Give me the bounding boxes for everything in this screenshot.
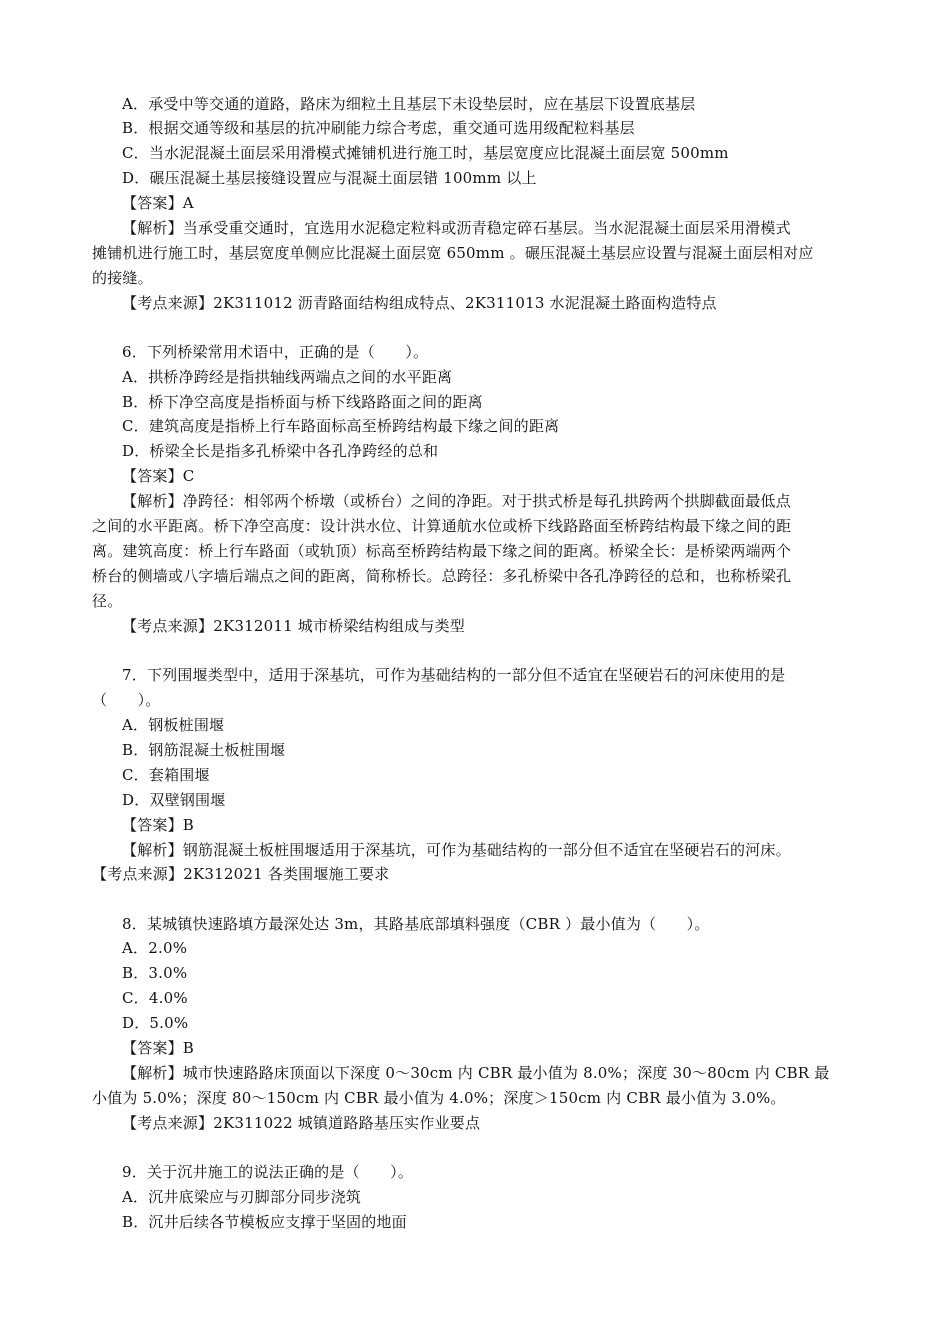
q7-title-line-1: 7．下列围堰类型中，适用于深基坑，可作为基础结构的一部分但不适宜在坚硬岩石的河床使用的是 — [122, 666, 786, 684]
q8-source: 【考点来源】2K311022 城镇道路路基压实作业要点 — [122, 1114, 481, 1132]
q7-answer: 【答案】B — [122, 816, 195, 834]
q6-title: 6．下列桥梁常用术语中，正确的是（ ）。 — [122, 343, 429, 361]
q6-option-c: C．建筑高度是指桥上行车路面标高至桥跨结构最下缘之间的距离 — [122, 417, 560, 435]
q7-analysis: 【解析】钢筋混凝土板桩围堰适用于深基坑，可作为基础结构的一部分但不适宜在坚硬岩石的河床。 — [122, 841, 791, 859]
q8-option-d: D．5.0% — [122, 1014, 189, 1032]
q8-analysis-line-1: 【解析】城市快速路路床顶面以下深度 0～30cm 内 CBR 最小值为 8.0%；深度 30～80cm 内 CBR 最 — [122, 1064, 830, 1082]
q8-option-c: C．4.0% — [122, 989, 188, 1007]
q8-analysis-line-2: 小值为 5.0%；深度 80～150cm 内 CBR 最小值为 4.0%；深度＞150cm 内 CBR 最小值为 3.0%。 — [92, 1089, 786, 1107]
q7-option-a: A．钢板桩围堰 — [122, 716, 225, 734]
q6-option-a: A．拱桥净跨经是指拱轴线两端点之间的水平距离 — [122, 368, 453, 386]
q9-option-b: B．沉井后续各节模板应支撑于坚固的地面 — [122, 1213, 407, 1231]
q9-option-a: A．沉井底梁应与刃脚部分同步浇筑 — [122, 1188, 362, 1206]
q5-option-c: C．当水泥混凝土面层采用滑模式摊铺机进行施工时，基层宽度应比混凝土面层宽 500mm — [122, 144, 729, 162]
q5-option-d: D．碾压混凝土基层接缝设置应与混凝土面层错 100mm 以上 — [122, 169, 537, 187]
q9-title: 9．关于沉井施工的说法正确的是（ ）。 — [122, 1163, 414, 1181]
q6-analysis-line-4: 桥台的侧墙或八字墙后端点之间的距离，简称桥长。总跨径：多孔桥梁中各孔净跨径的总和，也称桥梁孔 — [92, 567, 792, 585]
q5-analysis-line-3: 的接缝。 — [92, 269, 153, 287]
q6-analysis-line-3: 离。建筑高度：桥上行车路面（或轨顶）标高至桥跨结构最下缘之间的距离。桥梁全长：是桥梁两端两个 — [92, 542, 792, 560]
q7-option-d: D．双壁钢围堰 — [122, 791, 226, 809]
q5-analysis-line-1: 【解析】当承受重交通时，宜选用水泥稳定粒料或沥青稳定碎石基层。当水泥混凝土面层采用滑模式 — [122, 219, 791, 237]
q7-option-c: C．套箱围堰 — [122, 766, 210, 784]
q6-analysis-line-5: 径。 — [92, 592, 123, 610]
q7-option-b: B．钢筋混凝土板桩围堰 — [122, 741, 286, 759]
q5-source: 【考点来源】2K311012 沥青路面结构组成特点、2K311013 水泥混凝土路面构造特点 — [122, 294, 717, 312]
q8-option-a: A．2.0% — [122, 939, 188, 957]
q6-analysis-line-2: 之间的水平距离。桥下净空高度：设计洪水位、计算通航水位或桥下线路路面至桥跨结构最下缘之间的距 — [92, 517, 792, 535]
q8-answer: 【答案】B — [122, 1039, 195, 1057]
q8-option-b: B．3.0% — [122, 964, 188, 982]
q8-title: 8．某城镇快速路填方最深处达 3m，其路基底部填料强度（CBR ）最小值为（ ）。 — [122, 915, 710, 933]
q6-analysis-line-1: 【解析】净跨径：相邻两个桥墩（或桥台）之间的净距。对于拱式桥是每孔拱跨两个拱脚截面最低点 — [122, 492, 791, 510]
q6-option-d: D．桥梁全长是指多孔桥梁中各孔净跨经的总和 — [122, 442, 439, 460]
q7-source: 【考点来源】2K312021 各类围堰施工要求 — [92, 865, 390, 883]
q5-option-b: B．根据交通等级和基层的抗冲刷能力综合考虑，重交通可选用级配粒料基层 — [122, 119, 635, 137]
q6-answer: 【答案】C — [122, 467, 195, 485]
q5-option-a: A．承受中等交通的道路，路床为细粒土且基层下未设垫层时，应在基层下设置底基层 — [122, 95, 696, 113]
q5-answer: 【答案】A — [122, 194, 194, 212]
q7-title-line-2: （ ）。 — [92, 691, 161, 709]
q6-option-b: B．桥下净空高度是指桥面与桥下线路路面之间的距离 — [122, 393, 483, 411]
q5-analysis-line-2: 摊铺机进行施工时，基层宽度单侧应比混凝土面层宽 650mm 。碾压混凝土基层应设置与混凝土面层相对应 — [92, 244, 814, 262]
q6-source: 【考点来源】2K312011 城市桥梁结构组成与类型 — [122, 617, 465, 635]
